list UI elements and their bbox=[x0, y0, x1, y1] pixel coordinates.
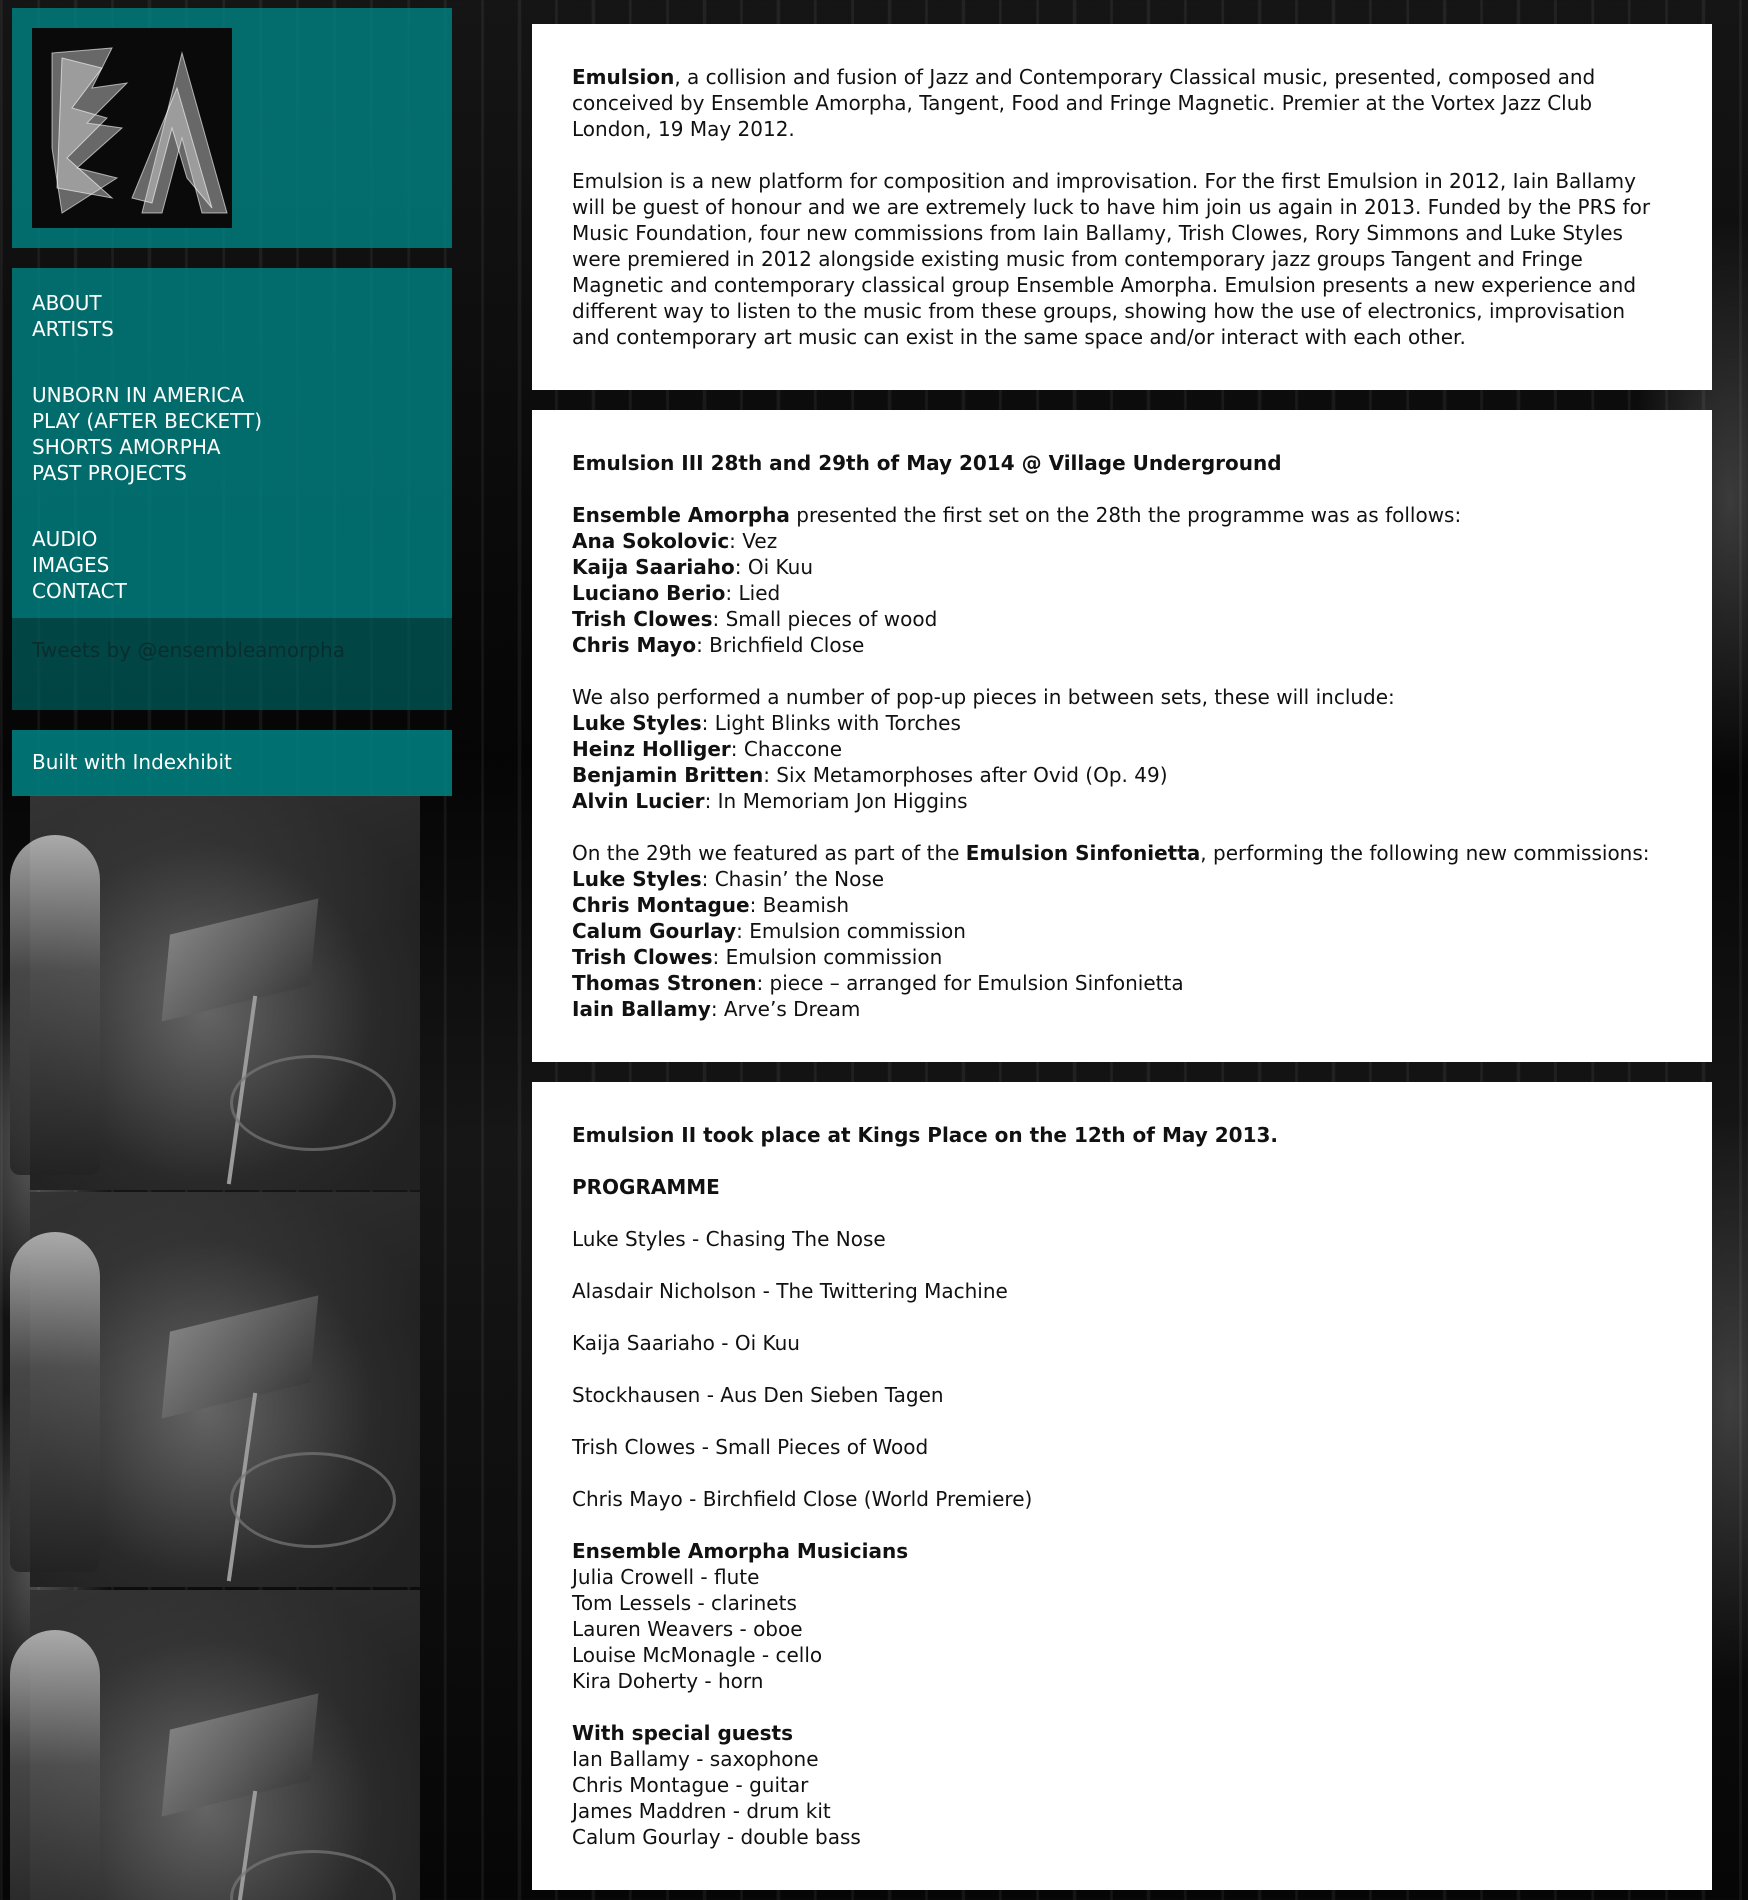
list-item: Ana Sokolovic: Vez bbox=[572, 529, 778, 553]
emulsion-ii-card bbox=[532, 1082, 1712, 1890]
list-item: Stockhausen - Aus Den Sieben Tagen bbox=[572, 1383, 944, 1407]
logo-panel bbox=[12, 8, 452, 248]
nav-link-artists[interactable]: ARTISTS bbox=[32, 317, 114, 341]
emulsion-iii-heading: Emulsion III 28th and 29th of May 2014 @ Village Underground bbox=[572, 451, 1282, 475]
list-item: Kira Doherty - horn bbox=[572, 1669, 764, 1693]
intro-title: Emulsion bbox=[572, 65, 675, 89]
list-item: Benjamin Britten: Six Metamorphoses after Ovid (Op. 49) bbox=[572, 763, 1168, 787]
list-item: Lauren Weavers - oboe bbox=[572, 1617, 803, 1641]
musicians-list: Ensemble Amorpha Musicians Julia Crowell - flute Tom Lessels - clarinets Lauren Weavers - oboe Louise McMonagle - cello Kira Doherty - horn bbox=[572, 1539, 909, 1693]
intro-description: Emulsion is a new platform for composition and improvisation. For the first Emulsion in 2012, Iain Ballamy will be guest of honour and we are extremely luck to have him join us again in 2013. Funded by the PRS for Music Foundation, four new commissions from Iain Ballamy, Trish Clowes, Rory Simmons and Luke Styles were premiered in 2012 alongside existing music from contemporary jazz groups Tangent and Fringe Magnetic and contemporary classical group Ensemble Amorpha. Emulsion presents a new experience and different way to listen to the music from these groups, showing how the use of electronics, improvisation and contemporary art music can exist in the same space and/or interact with each other. bbox=[572, 169, 1651, 349]
list-item: Calum Gourlay - double bass bbox=[572, 1825, 861, 1849]
ea-logo-icon bbox=[32, 28, 232, 228]
nav-link-past-projects[interactable]: PAST PROJECTS bbox=[32, 461, 187, 485]
list-item: Trish Clowes: Small pieces of wood bbox=[572, 607, 938, 631]
twitter-widget bbox=[12, 618, 452, 710]
list-item: Louise McMonagle - cello bbox=[572, 1643, 823, 1667]
list-item: Luke Styles: Light Blinks with Torches bbox=[572, 711, 961, 735]
site-logo[interactable] bbox=[32, 28, 232, 228]
list-item: Chris Mayo: Brichfield Close bbox=[572, 633, 865, 657]
guests-list: With special guests Ian Ballamy - saxophone Chris Montague - guitar James Maddren - drum kit Calum Gourlay - double bass bbox=[572, 1721, 861, 1849]
nav-link-play-after-beckett[interactable]: PLAY (AFTER BECKETT) bbox=[32, 409, 263, 433]
list-item: Heinz Holliger: Chaccone bbox=[572, 737, 842, 761]
list-item: Alasdair Nicholson - The Twittering Machine bbox=[572, 1279, 1008, 1303]
list-item: Chris Montague - guitar bbox=[572, 1773, 809, 1797]
nav-group-info bbox=[32, 290, 432, 342]
footer-credit bbox=[12, 730, 452, 796]
set1-list: Ensemble Amorpha presented the first set on the 28th the programme was as follows: Ana Sokolovic: Vez Kaija Saariaho: Oi Kuu Luciano Berio: Lied Trish Clowes: Small pieces of wood Chris Mayo: Brichfield Close bbox=[572, 503, 1462, 657]
intro-paragraph: Emulsion, a collision and fusion of Jazz and Contemporary Classical music, presented, composed and conceived by Ensemble Amorpha, Tangent, Food and Fringe Magnetic. Premier at the Vortex Jazz Club London, 19 May 2012. bbox=[572, 65, 1596, 141]
nav-link-unborn-in-america[interactable]: UNBORN IN AMERICA bbox=[32, 383, 245, 407]
emulsion-ii-heading: Emulsion II took place at Kings Place on the 12th of May 2013. bbox=[572, 1123, 1278, 1147]
list-item: Iain Ballamy: Arve’s Dream bbox=[572, 997, 861, 1021]
popup-list: We also performed a number of pop-up pieces in between sets, these will include: Luke Styles: Light Blinks with Torches Heinz Holliger: Chaccone Benjamin Britten: Six Metamorphoses after Ovid (Op. 49) Alvin Lucier: In Memoriam Jon Higgins bbox=[572, 685, 1395, 813]
list-item: Kaija Saariaho - Oi Kuu bbox=[572, 1331, 800, 1355]
list-item: Tom Lessels - clarinets bbox=[572, 1591, 797, 1615]
list-item: Luciano Berio: Lied bbox=[572, 581, 781, 605]
list-item: Calum Gourlay: Emulsion commission bbox=[572, 919, 966, 943]
nav-group-projects bbox=[32, 382, 432, 486]
list-item: Luke Styles - Chasing The Nose bbox=[572, 1227, 886, 1251]
indexhibit-link[interactable]: Built with Indexhibit bbox=[32, 750, 232, 774]
sidebar bbox=[12, 8, 452, 796]
background-photo bbox=[30, 1192, 420, 1587]
list-item: Julia Crowell - flute bbox=[572, 1565, 760, 1589]
list-item: Chris Mayo - Birchfield Close (World Premiere) bbox=[572, 1487, 1033, 1511]
background-photo bbox=[30, 1590, 420, 1900]
list-item: Kaija Saariaho: Oi Kuu bbox=[572, 555, 813, 579]
programme-label: PROGRAMME bbox=[572, 1175, 720, 1199]
nav-link-about[interactable]: ABOUT bbox=[32, 291, 102, 315]
list-item: Thomas Stronen: piece – arranged for Emulsion Sinfonietta bbox=[572, 971, 1184, 995]
background-photo bbox=[30, 795, 420, 1190]
emulsion-iii-card bbox=[532, 410, 1712, 1062]
tweets-link[interactable]: Tweets by @ensembleamorpha bbox=[32, 638, 345, 662]
list-item: Trish Clowes: Emulsion commission bbox=[572, 945, 943, 969]
nav-group-media bbox=[32, 526, 432, 604]
main-navigation bbox=[12, 268, 452, 618]
nav-link-contact[interactable]: CONTACT bbox=[32, 579, 127, 603]
list-item: Alvin Lucier: In Memoriam Jon Higgins bbox=[572, 789, 968, 813]
nav-link-images[interactable]: IMAGES bbox=[32, 553, 110, 577]
main-content bbox=[532, 24, 1712, 1900]
list-item: Chris Montague: Beamish bbox=[572, 893, 850, 917]
intro-card bbox=[532, 24, 1712, 390]
nav-link-audio[interactable]: AUDIO bbox=[32, 527, 98, 551]
list-item: Trish Clowes - Small Pieces of Wood bbox=[572, 1435, 929, 1459]
nav-link-shorts-amorpha[interactable]: SHORTS AMORPHA bbox=[32, 435, 221, 459]
list-item: James Maddren - drum kit bbox=[572, 1799, 831, 1823]
commissions-list: On the 29th we featured as part of the Emulsion Sinfonietta, performing the following new commissions: Luke Styles: Chasin’ the Nose Chris Montague: Beamish Calum Gourlay: Emulsion commission Trish Clowes: Emulsion commission Thomas Stronen: piece – arranged for Emulsion Sinfonietta Iain Ballamy: Arve’s Dream bbox=[572, 841, 1650, 1021]
list-item: Luke Styles: Chasin’ the Nose bbox=[572, 867, 885, 891]
list-item: Ian Ballamy - saxophone bbox=[572, 1747, 819, 1771]
